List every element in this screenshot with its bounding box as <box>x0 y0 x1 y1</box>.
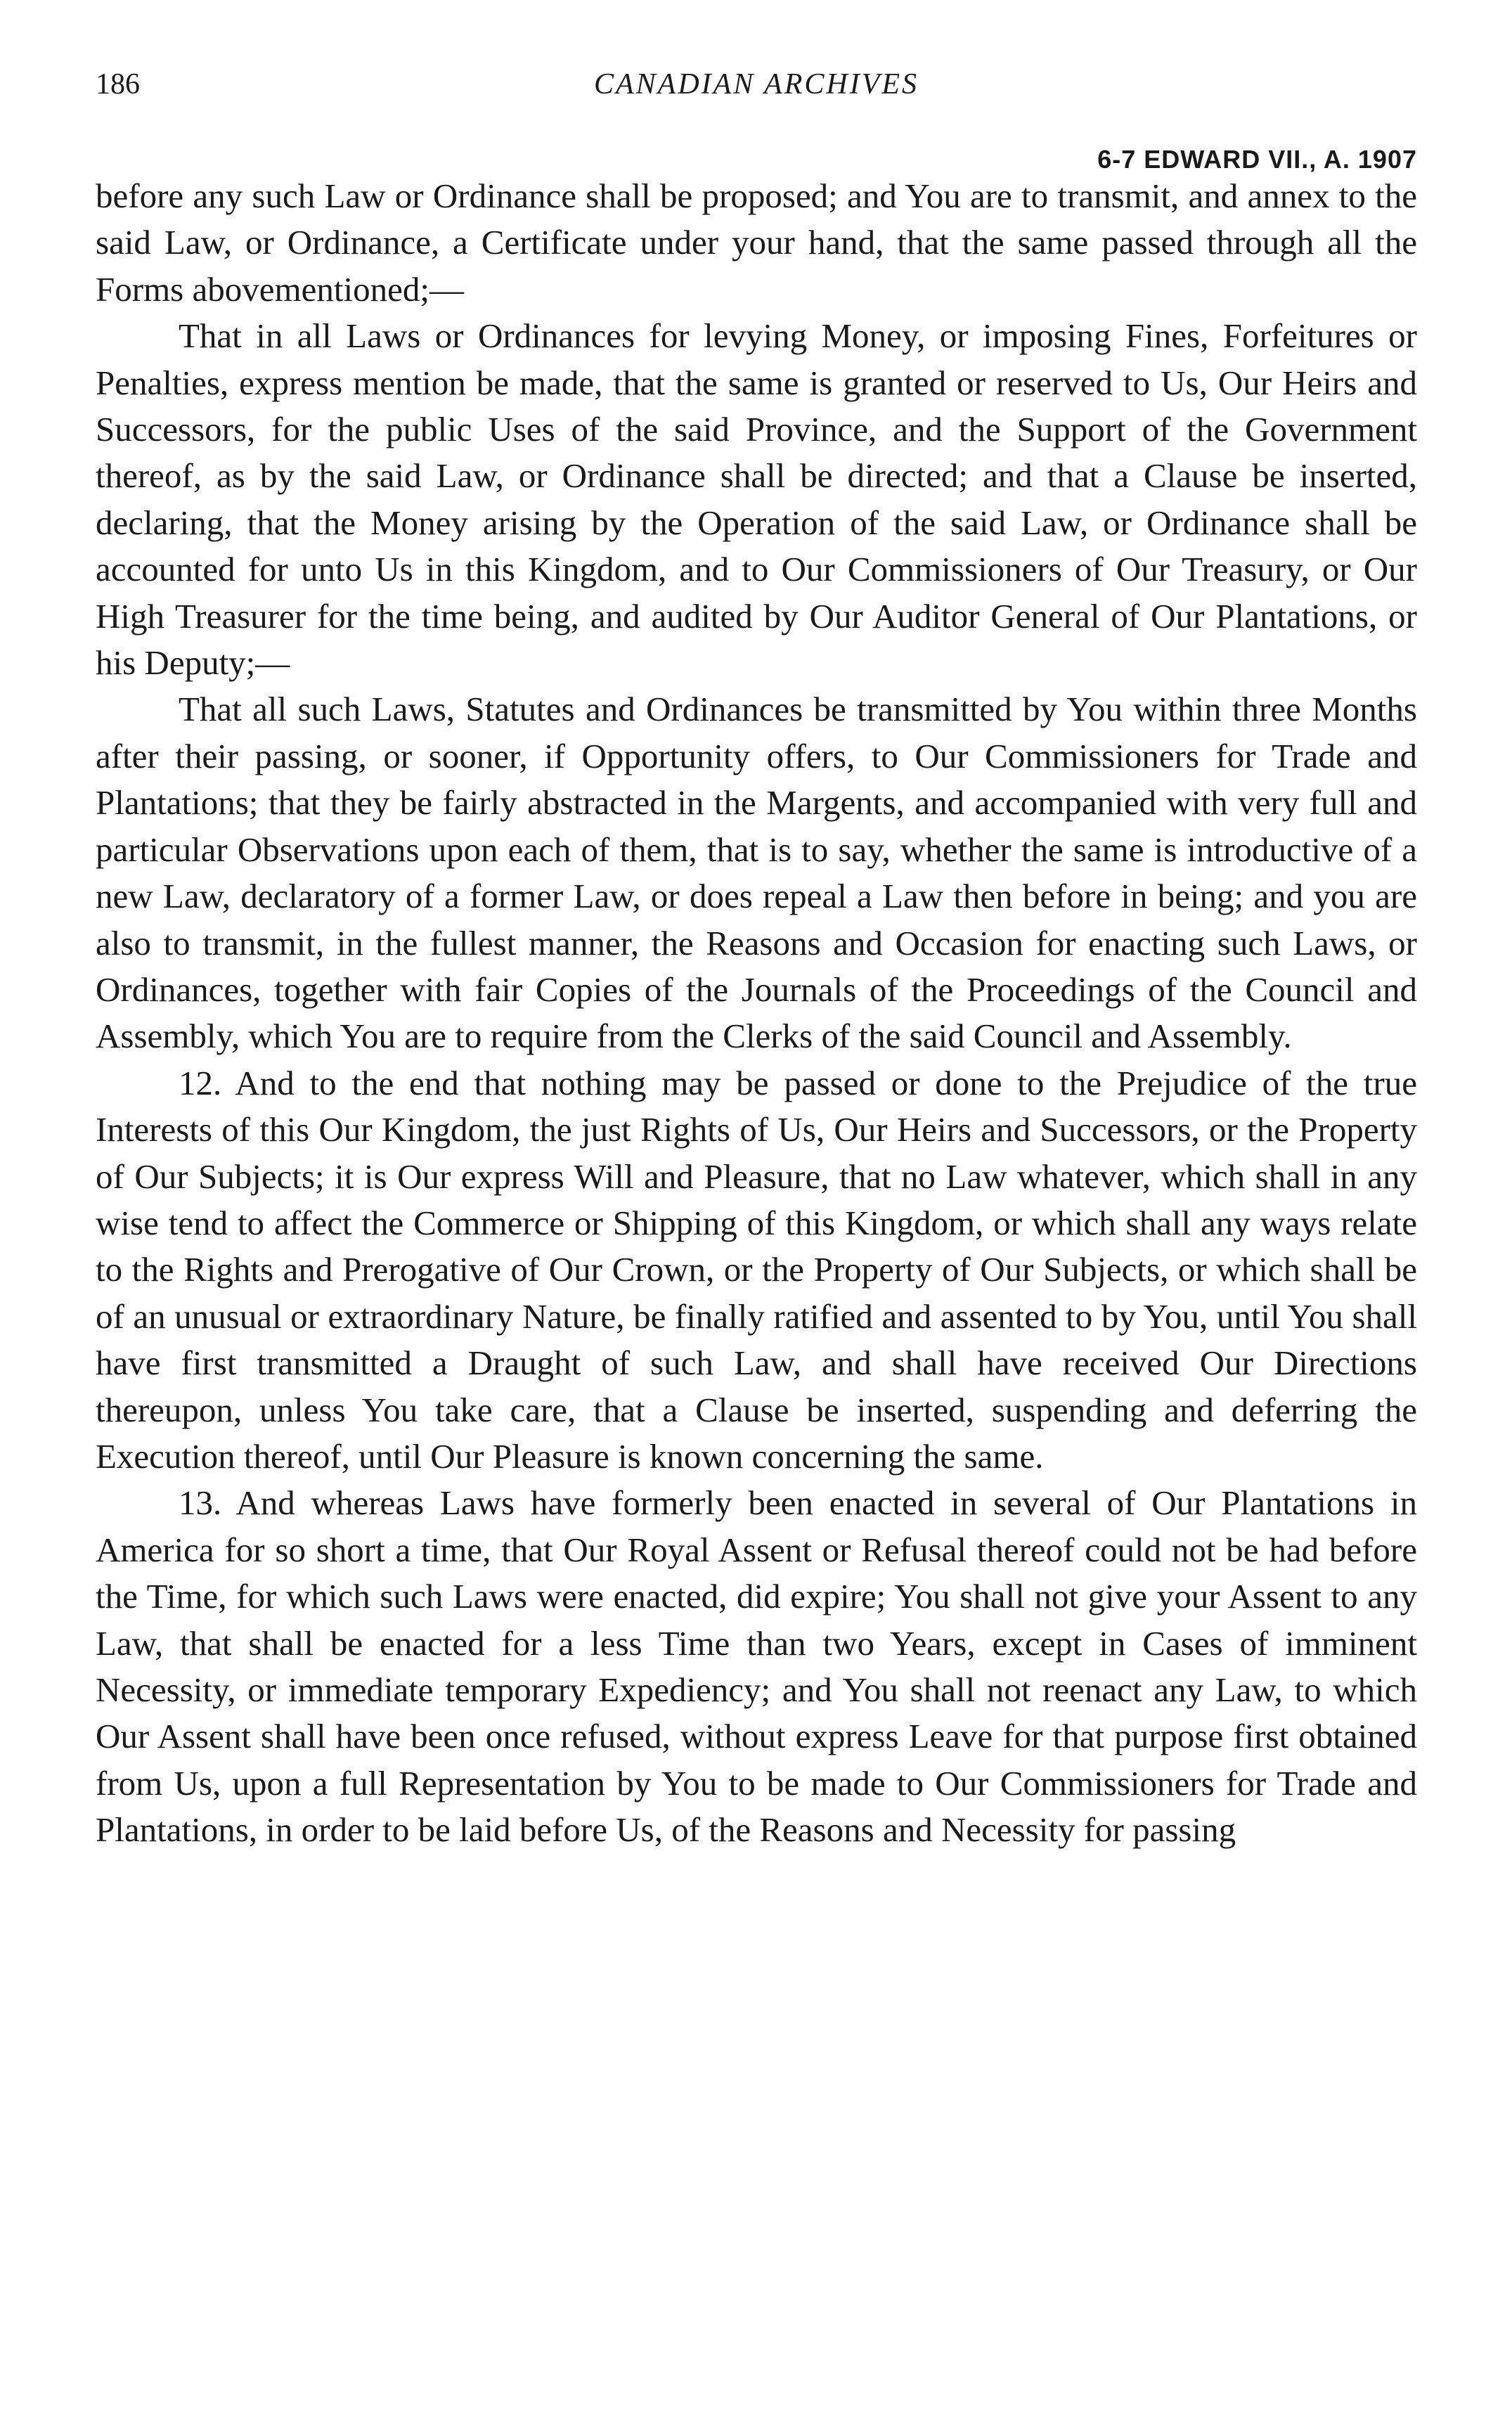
paragraph-continuation: before any such Law or Ordinance shall be proposed; and You are to transmit, and annex to the said Law, or Ordinance, a Certificate under your hand, that the same passed through all the Forms abovementioned;— <box>96 176 1417 309</box>
session-reference: 6-7 EDWARD VII., A. 1907 <box>1097 145 1417 174</box>
paragraph-section-12: 12. And to the end that nothing may be passed or done to the Prejudice of the true Interests of this Our Kingdom, the just Rights of Us, Our Heirs and Successors, or the Property of Our Subjects; it is Our express Will and Pleasure, that no Law whatever, which shall in any wise tend to affect the Commerce or Shipping of this Kingdom, or which shall any ways relate to the Rights and Prerogative of Our Crown, or the Property of Our Subjects, or which shall be of an unusual or extraordinary Nature, be finally ratified and assented to by You, until You shall have first transmitted a Draught of such Law, and shall have received Our Directions thereupon, unless You take care, that a Clause be inserted, suspending and deferring the Execution thereof, until Our Pleasure is known concerning the same. <box>96 1063 1417 1476</box>
body-text <box>96 173 1417 1854</box>
paragraph-laws-transmitted: That all such Laws, Statutes and Ordinances be transmitted by You within three Months after their passing, or sooner, if Opportunity offers, to Our Commissioners for Trade and Plantations; that they be fairly abstracted in the Margents, and accompanied with very full and particular Observations upon each of them, that is to say, whether the same is introductive of a new Law, declaratory of a former Law, or does repeal a Law then before in being; and you are also to transmit, in the fullest manner, the Reasons and Occasion for enacting such Laws, or Ordinances, together with fair Copies of the Journals of the Proceedings of the Council and Assembly, which You are to require from the Clerks of the said Council and Assembly. <box>96 690 1417 1056</box>
paragraph-section-13: 13. And whereas Laws have formerly been enacted in several of Our Plantations in America for so short a time, that Our Royal Assent or Refusal thereof could not be had before the Time, for which such Laws were enacted, did expire; You shall not give your Assent to any Law, that shall be enacted for a less Time than two Years, except in Cases of imminent Necessity, or immediate temporary Expediency; and You shall not reenact any Law, to which Our Assent shall have been once refused, without express Leave for that purpose first obtained from Us, upon a full Representation by You to be made to Our Commissioners for Trade and Plantations, in order to be laid before Us, of the Reasons and Necessity for passing <box>96 1483 1417 1850</box>
running-title: CANADIAN ARCHIVES <box>593 68 919 101</box>
page-header <box>96 67 1417 173</box>
paragraph-levying-money: That in all Laws or Ordinances for levying Money, or imposing Fines, Forfeitures or Penalties, express mention be made, that the same is granted or reserved to Us, Our Heirs and Successors, for the public Uses of the said Province, and the Support of the Government thereof, as by the said Law, or Ordinance shall be directed; and that a Clause be inserted, declaring, that the Money arising by the Operation of the said Law, or Ordinance shall be accounted for unto Us in this Kingdom, and to Our Commissioners of Our Treasury, or Our High Treasurer for the time being, and audited by Our Auditor General of Our Plantations, or his Deputy;— <box>96 316 1417 683</box>
document-page <box>96 67 1417 2387</box>
page-number: 186 <box>96 68 140 101</box>
